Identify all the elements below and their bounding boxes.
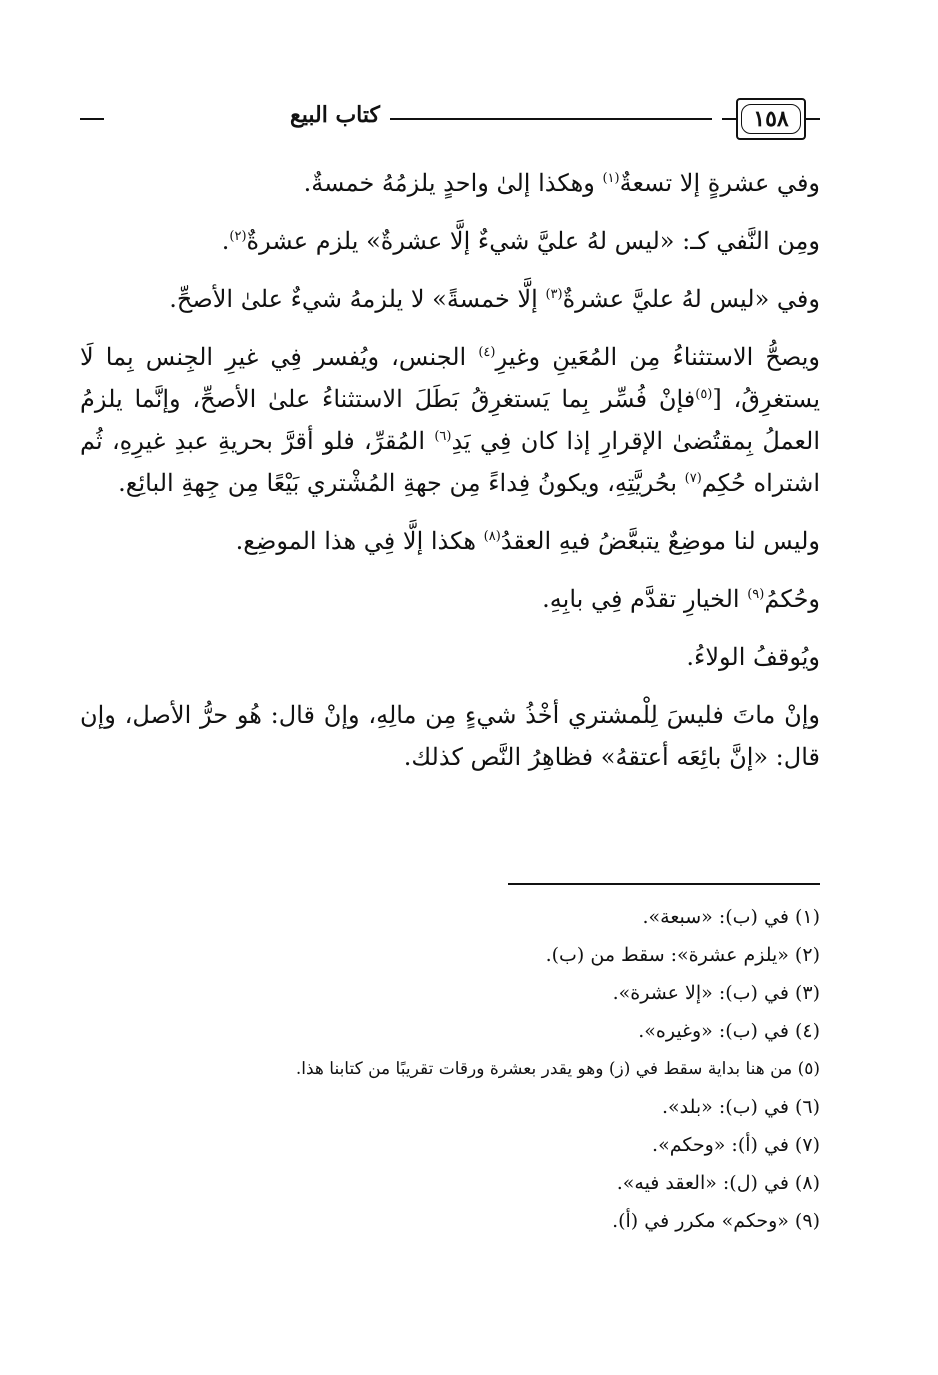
frame-edge: [806, 118, 820, 120]
footnote-ref-5[interactable]: (٥): [695, 387, 713, 402]
text-run: الجنس، ويُفسر فِي غيرِ الجِنس بِما لَا يستغرِقُ، [: [80, 343, 820, 413]
footnote-7: (٧) في (أ): «وحكم».: [652, 1134, 820, 1156]
paragraph-2: [80, 220, 820, 262]
footnote-ref-9[interactable]: (٩): [747, 587, 765, 602]
text-run: وفي «ليس لهُ عليَّ عشرةٌ: [562, 285, 820, 313]
footnote-ref-7[interactable]: (٧): [684, 471, 702, 486]
footnote-6: (٦) في (ب): «بلد».: [661, 1096, 820, 1118]
text-run: وهكذا إلىٰ واحدٍ يلزمُهُ خمسةٌ.: [303, 169, 603, 197]
paragraph-5: [80, 520, 820, 562]
header-rule: [390, 118, 712, 120]
text-run: هكذا إلَّا فِي هذا الموضِع.: [235, 527, 484, 555]
text-run: .: [221, 227, 230, 255]
footnote-8: (٨) في (ل): «العقد فيه».: [616, 1172, 820, 1194]
paragraph-7: ويُوقفُ الولاءُ.: [686, 643, 820, 671]
paragraph-4: [80, 336, 820, 504]
text-run: المُقرِّ، فلو أقرَّ بحريةِ عبدِ غيرِهِ، ثُم اشتراه حُكِم: [80, 427, 820, 497]
footnote-5: (٥) من هنا بداية سقط في (ز) وهو يقدر بعشرة ورقات تقريبًا من كتابنا هذا.: [295, 1059, 820, 1079]
footnote-ref-1[interactable]: (١): [602, 171, 620, 186]
header-rule-end: [80, 118, 104, 120]
footnote-ref-2[interactable]: (٢): [229, 229, 247, 244]
page-header: [80, 90, 820, 152]
footnote-separator: [508, 883, 820, 885]
paragraph-8: وإنْ ماتَ فليسَ لِلْمشتري أخْذُ شيءٍ مِن مالِهِ، وإنْ قال: هُو حرُّ الأصل، وإن قال: «إنَّ بائِعَه أعتقهُ» فظاهِرُ النَّص كذلك.: [80, 701, 820, 771]
main-text: [80, 162, 820, 794]
page-number: ١٥٨: [741, 104, 801, 134]
footnote-9: (٩) «وحكم» مكرر في (أ).: [612, 1210, 820, 1232]
footnote-3: (٣) في (ب): «إلا عشرة».: [612, 982, 820, 1004]
text-run: ومِن النَّفي كـ: «ليس لهُ عليَّ شيءٌ إلَّا عشرةٌ» يلزم عشرةٌ: [246, 227, 820, 255]
text-run: الخيارِ تقدَّم فِي بابِهِ.: [542, 585, 748, 613]
text-run: وفي عشرةٍ إلا تسعةٌ: [619, 169, 820, 197]
paragraph-1: [80, 162, 820, 204]
text-run: بحُريَّتِهِ، ويكونُ فِداءً مِن جهةِ المُشْتري بَيْعًا مِن جِهةِ البائِع.: [118, 469, 685, 497]
footnotes: [80, 898, 820, 1240]
book-title: كتاب البيع: [290, 102, 380, 128]
frame-edge: [722, 118, 736, 120]
page: [80, 90, 820, 1350]
page-number-frame: [722, 96, 820, 142]
footnote-4: (٤) في (ب): «وغيره».: [638, 1020, 820, 1042]
text-run: ويصحُّ الاستثناءُ مِن المُعَينِ وغيرِ: [495, 343, 820, 371]
text-run: إلَّا خمسةً» لا يلزمهُ شيءٌ علىٰ الأصحِّ.: [169, 285, 546, 313]
footnote-1: (١) في (ب): «سبعة».: [642, 906, 820, 928]
paragraph-6: [80, 578, 820, 620]
footnote-2: (٢) «يلزم عشرة»: سقط من (ب).: [545, 944, 820, 966]
footnote-ref-6[interactable]: (٦): [434, 429, 452, 444]
text-run: فإنْ فُسِّر بِما يَستغرِقُ بَطَلَ الاستثناءُ علىٰ الأصحِّ، وإنَّما يلزمُ العملُ بِمقتُضىٰ الإقرارِ إذا كان فِي يَدِ: [80, 385, 820, 455]
page-number-outer-frame: [736, 98, 806, 140]
footnote-ref-4[interactable]: (٤): [478, 345, 496, 360]
paragraph-3: [80, 278, 820, 320]
footnote-ref-3[interactable]: (٣): [545, 287, 563, 302]
text-run: وليس لنا موضِعٌ يتبعَّضُ فيهِ العقدُ: [500, 527, 820, 555]
footnote-ref-8[interactable]: (٨): [483, 529, 501, 544]
text-run: وحُكمُ: [764, 585, 820, 613]
